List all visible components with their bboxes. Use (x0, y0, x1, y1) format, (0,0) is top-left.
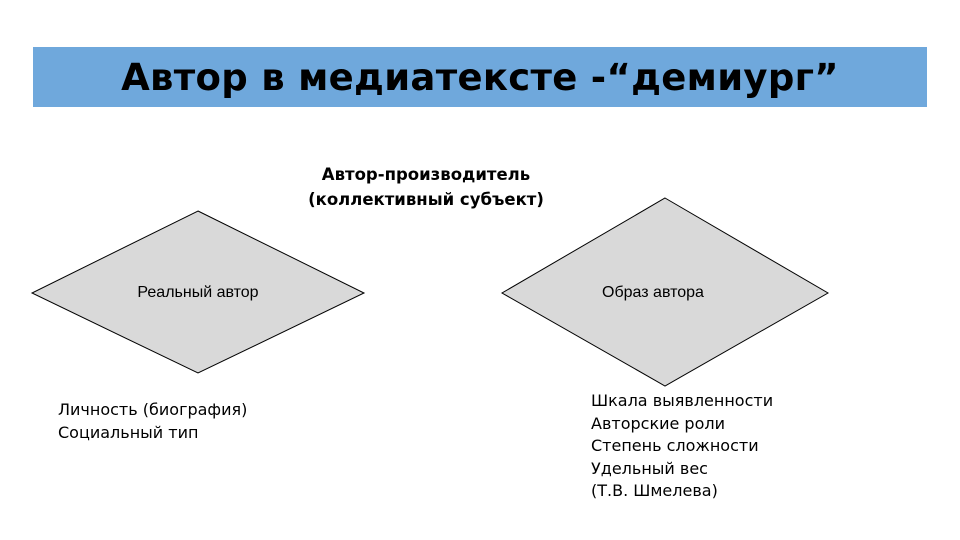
list-item: Степень сложности (591, 436, 759, 455)
author-image-list (591, 390, 773, 503)
list-item: Социальный тип (58, 422, 199, 442)
list-item: Личность (биография) (58, 400, 248, 419)
author-producer-line1: Автор-производитель (321, 165, 531, 184)
real-author-list (58, 399, 247, 444)
list-item: Удельный вес (591, 458, 708, 478)
real-author-label: Реальный автор (137, 284, 259, 301)
slide-title: Автор в медиатексте -“демиург” (121, 55, 839, 99)
list-item: (Т.В. Шмелева) (591, 481, 718, 500)
author-image-label: Образ автора (602, 284, 704, 301)
list-item: Авторские роли (591, 413, 725, 433)
list-item: Шкала выявленности (591, 391, 774, 410)
author-producer-line2: (коллективный субъект) (308, 190, 544, 209)
